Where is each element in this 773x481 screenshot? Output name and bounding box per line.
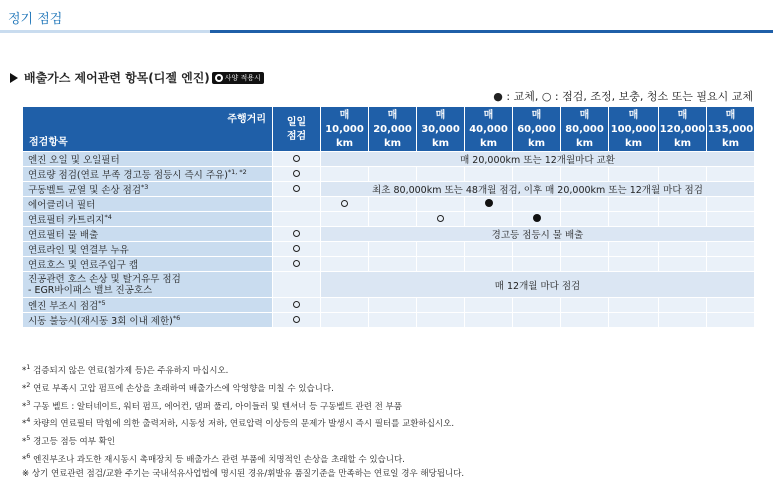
maintenance-table	[22, 106, 755, 328]
interval-cell	[513, 212, 561, 227]
row-item-label	[23, 257, 273, 272]
table-row	[23, 182, 755, 197]
interval-cell	[561, 197, 609, 212]
daily-check-cell	[273, 313, 321, 328]
row-item-label	[23, 152, 273, 167]
option-badge-icon	[215, 74, 223, 82]
check-circle-icon	[293, 260, 300, 267]
header-interval: 매40,000 km	[465, 107, 513, 152]
row-item-footnote-ref: *3	[141, 182, 149, 191]
table-row	[23, 227, 755, 242]
interval-cell	[513, 257, 561, 272]
interval-cell	[417, 197, 465, 212]
row-item-text: 구동벨트 균열 및 손상 점검	[28, 185, 142, 196]
row-item-footnote-ref: *1, *2	[227, 167, 247, 176]
interval-cell	[609, 313, 659, 328]
table-row	[23, 298, 755, 313]
interval-cell	[321, 197, 369, 212]
interval-cell	[465, 242, 513, 257]
interval-cell	[465, 257, 513, 272]
footnote-item: *$^6$ 엔진부조나 과도한 재시동시 촉매장치 등 배출가스 관련 부품에 치명적인 손상을 초래할 수 있습니다.	[22, 452, 405, 465]
interval-cell	[561, 298, 609, 313]
daily-check-cell	[273, 227, 321, 242]
daily-check-cell	[273, 152, 321, 167]
interval-cell	[369, 212, 417, 227]
interval-cell	[561, 167, 609, 182]
check-circle-icon	[293, 245, 300, 252]
footnote-text: 연료 부족시 고압 펌프에 손상을 초래하여 배출가스에 악영향을 미칠 수 있습니다.	[33, 383, 334, 394]
header-interval: 매135,000 km	[707, 107, 755, 152]
daily-check-cell	[273, 182, 321, 197]
interval-cell	[465, 167, 513, 182]
interval-cell	[609, 242, 659, 257]
interval-cell	[707, 313, 755, 328]
interval-cell	[369, 167, 417, 182]
daily-check-cell	[273, 242, 321, 257]
row-item-text: 연료량 점검(연료 부족 경고등 점등시 즉시 주유)	[28, 170, 228, 181]
interval-cell	[369, 197, 417, 212]
title-underline-light	[0, 30, 210, 33]
interval-cell	[417, 242, 465, 257]
row-item-footnote-ref: *5	[98, 298, 106, 307]
table-row	[23, 152, 755, 167]
row-item-text: 진공관련 호스 손상 및 탈거유무 점검	[28, 273, 181, 285]
interval-cell	[417, 167, 465, 182]
interval-cell	[417, 212, 465, 227]
table-row	[23, 197, 755, 212]
replace-dot-icon	[533, 214, 541, 222]
row-item-footnote-ref: *4	[104, 212, 112, 221]
footnote-mark: 4	[26, 416, 31, 425]
interval-cell	[321, 257, 369, 272]
footnote-item: *$^2$ 연료 부족시 고압 펌프에 손상을 초래하여 배출가스에 악영향을 미칠 수 있습니다.	[22, 380, 334, 394]
row-item-text: 연료필터 카트리지	[28, 215, 105, 226]
interval-span-cell: 매 20,000km 또는 12개월마다 교환	[321, 152, 755, 167]
row-item-label	[23, 197, 273, 212]
row-item-label	[23, 182, 273, 197]
section-title: 정기 점검	[8, 12, 63, 27]
check-circle-icon	[341, 200, 348, 207]
interval-cell	[659, 313, 707, 328]
table-row	[23, 242, 755, 257]
table-body	[23, 152, 755, 328]
footnote-item: *$^4$ 차량의 연료필터 막힘에 의한 출력저하, 시동성 저하, 연료압력 이상등의 문제가 발생시 즉시 필터를 교환하십시오.	[22, 416, 455, 430]
interval-cell	[609, 167, 659, 182]
sub-heading	[10, 69, 264, 86]
interval-cell	[707, 242, 755, 257]
header-interval: 매30,000 km	[417, 107, 465, 152]
interval-cell	[659, 197, 707, 212]
header-interval: 매80,000 km	[561, 107, 609, 152]
check-circle-icon	[293, 155, 300, 162]
daily-check-cell	[273, 298, 321, 313]
option-badge-label: 사양 적용시	[224, 73, 261, 82]
daily-check-cell	[273, 257, 321, 272]
check-circle-icon	[293, 170, 300, 177]
interval-cell	[609, 212, 659, 227]
interval-cell	[465, 197, 513, 212]
interval-cell	[417, 313, 465, 328]
row-item-text: 연료필터 물 배출	[28, 230, 99, 241]
interval-cell	[513, 298, 561, 313]
row-item-label	[23, 212, 273, 227]
footnote-text: 구동 벨트 : 알터네이트, 워터 펌프, 에어컨, 댐퍼 풀리, 아이들러 및 텐셔너 등 구동벨트 관련 전 부품	[33, 401, 403, 412]
interval-cell	[609, 298, 659, 313]
interval-cell	[321, 298, 369, 313]
daily-check-cell	[273, 272, 321, 298]
row-item-label	[23, 227, 273, 242]
interval-cell	[465, 313, 513, 328]
interval-cell	[513, 313, 561, 328]
interval-cell	[369, 242, 417, 257]
table-row	[23, 313, 755, 328]
row-item-text: 시동 불능시(재시동 3회 이내 제한)	[28, 316, 173, 327]
interval-cell	[369, 257, 417, 272]
table-row	[23, 212, 755, 227]
interval-cell	[659, 167, 707, 182]
footnote-mark: 5	[26, 434, 31, 443]
daily-check-cell	[273, 197, 321, 212]
symbol-legend: ● : 교체, ○ : 점검, 조정, 보충, 청소 또는 필요시 교체	[493, 90, 753, 103]
interval-cell	[609, 197, 659, 212]
interval-cell	[707, 257, 755, 272]
option-badge	[212, 72, 264, 84]
footnote-mark: 3	[26, 398, 31, 407]
row-item-label	[23, 242, 273, 257]
header-interval: 매100,000 km	[609, 107, 659, 152]
row-item-label	[23, 313, 273, 328]
interval-cell	[369, 313, 417, 328]
row-item-text: 에어클리너 필터	[28, 200, 96, 211]
row-item-label	[23, 167, 273, 182]
interval-cell	[707, 167, 755, 182]
footnote-mark: 1	[26, 363, 31, 371]
interval-cell	[561, 212, 609, 227]
interval-cell	[707, 212, 755, 227]
footnote-remark: ※ 상기 연료관련 점검/교환 주기는 국내석유사업법에 명시된 경유/휘발유 품질기준을 만족하는 연료일 경우 해당됩니다.	[22, 468, 465, 479]
interval-cell	[417, 298, 465, 313]
header-diagonal-cell	[23, 107, 273, 152]
interval-cell	[561, 242, 609, 257]
interval-cell	[659, 257, 707, 272]
footnotes	[22, 360, 464, 481]
interval-cell	[659, 298, 707, 313]
interval-cell	[609, 257, 659, 272]
header-mileage-label: 주행거리	[227, 114, 266, 125]
interval-cell	[321, 313, 369, 328]
interval-cell	[513, 167, 561, 182]
interval-span-cell: 매 12개월 마다 점검	[321, 272, 755, 298]
interval-cell	[513, 197, 561, 212]
header-interval: 매10,000 km	[321, 107, 369, 152]
row-item-text: 엔진 오일 및 오일필터	[28, 155, 120, 166]
row-item-text: 연료호스 및 연료주입구 캡	[28, 260, 139, 271]
sub-heading-text: 배출가스 제어관련 항목(디젤 엔진)	[24, 71, 210, 85]
title-underline-dark	[210, 30, 773, 33]
footnote-text: 엔진부조나 과도한 재시동시 촉매장치 등 배출가스 관련 부품에 치명적인 손상을 초래할 수 있습니다.	[33, 454, 405, 465]
interval-cell	[561, 313, 609, 328]
row-item-footnote-ref: *6	[172, 313, 181, 322]
table-header-row	[23, 107, 755, 152]
interval-cell	[321, 212, 369, 227]
interval-cell	[707, 197, 755, 212]
header-item-label: 점검항목	[29, 137, 68, 148]
daily-check-cell	[273, 212, 321, 227]
check-circle-icon	[437, 215, 444, 222]
row-item-subtext: - EGR바이패스 밸브 진공호스	[28, 284, 153, 296]
interval-cell	[417, 257, 465, 272]
check-circle-icon	[293, 316, 300, 323]
header-interval: 매120,000 km	[659, 107, 707, 152]
interval-cell	[465, 298, 513, 313]
interval-span-cell: 최초 80,000km 또는 48개월 점검, 이후 매 20,000km 또는 12개월 마다 점검	[321, 182, 755, 197]
footnote-text: 검증되지 않은 연료(첨가제 등)은 주유하지 마십시오.	[33, 365, 229, 376]
interval-cell	[465, 212, 513, 227]
table-row	[23, 167, 755, 182]
interval-span-cell: 경고등 점등시 물 배출	[321, 227, 755, 242]
footnote-mark: 2	[26, 380, 31, 389]
interval-cell	[561, 257, 609, 272]
table-row	[23, 257, 755, 272]
header-interval: 매60,000 km	[513, 107, 561, 152]
footnote-item: *$^1$ 검증되지 않은 연료(첨가제 등)은 주유하지 마십시오.	[22, 363, 229, 376]
footnote-item: *$^5$ 경고등 점등 여부 확인	[22, 434, 116, 448]
triangle-bullet-icon	[10, 73, 18, 83]
check-circle-icon	[293, 185, 300, 192]
interval-cell	[321, 167, 369, 182]
row-item-text: 엔진 부조시 점검	[28, 301, 99, 312]
replace-dot-icon	[485, 199, 493, 207]
interval-cell	[707, 298, 755, 313]
interval-cell	[369, 298, 417, 313]
row-item-label	[23, 298, 273, 313]
table-row	[23, 272, 755, 298]
interval-cell	[659, 242, 707, 257]
check-circle-icon	[293, 230, 300, 237]
check-circle-icon	[293, 301, 300, 308]
row-item-label	[23, 272, 273, 298]
header-daily-check: 일일 점검	[273, 107, 321, 152]
footnote-text: 차량의 연료필터 막힘에 의한 출력저하, 시동성 저하, 연료압력 이상등의 문제가 발생시 즉시 필터를 교환하십시오.	[33, 419, 455, 430]
footnote-text: 경고등 점등 여부 확인	[33, 437, 116, 448]
interval-cell	[513, 242, 561, 257]
footnote-item: *$^3$ 구동 벨트 : 알터네이트, 워터 펌프, 에어컨, 댐퍼 풀리, 아이들러 및 텐셔너 등 구동벨트 관련 전 부품	[22, 398, 403, 412]
row-item-text: 연료라인 및 연결부 누유	[28, 245, 129, 256]
footnote-mark: 6	[26, 452, 31, 461]
interval-cell	[321, 242, 369, 257]
interval-cell	[659, 212, 707, 227]
daily-check-cell	[273, 167, 321, 182]
header-interval: 매20,000 km	[369, 107, 417, 152]
